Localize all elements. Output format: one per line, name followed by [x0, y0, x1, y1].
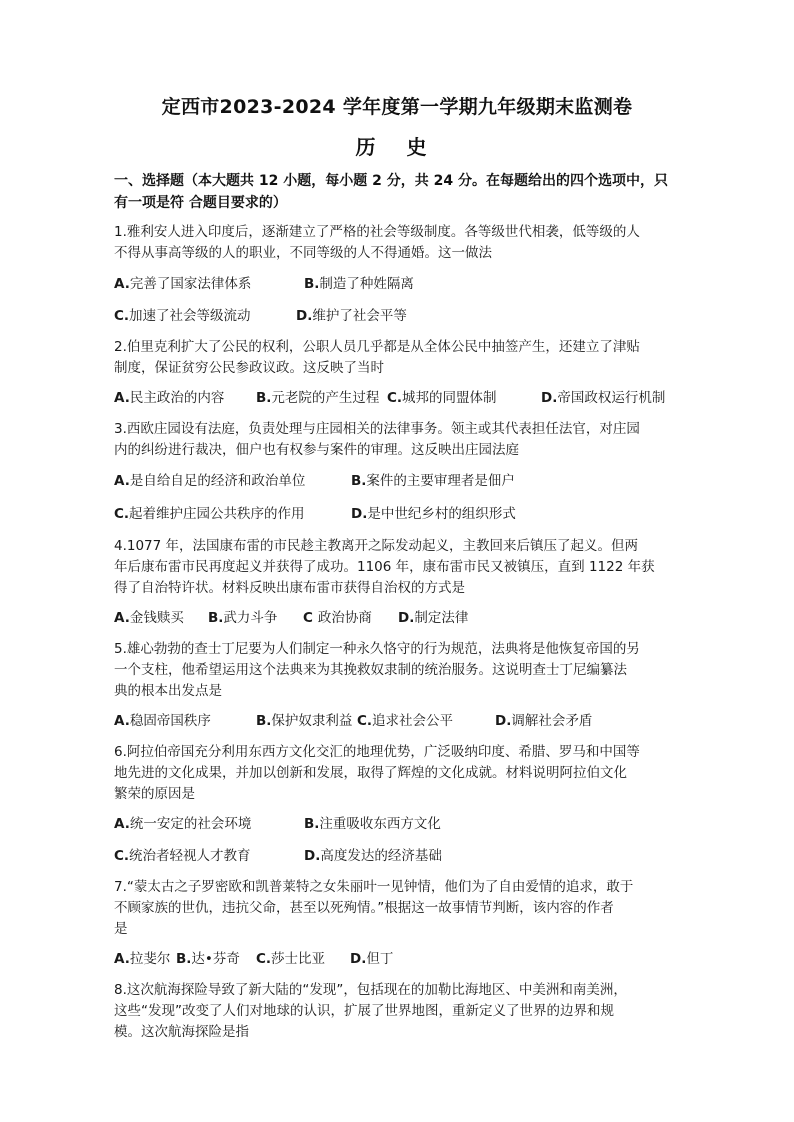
option-label: D.: [541, 390, 558, 406]
option-text: 起着维护庄园公共秩序的作用: [129, 506, 305, 522]
option-text: 民主政治的内容: [129, 390, 225, 406]
q4-option-d: [398, 607, 468, 629]
option-label: B.: [304, 276, 320, 292]
option-label: C.: [114, 308, 130, 324]
option-label: A.: [114, 390, 130, 406]
option-label: A.: [114, 610, 130, 626]
q2-stem-line: 制度，保证贫穷公民参政议政。这反映了当时: [114, 360, 384, 376]
exam-title: 定西市2023-2024 学年度第一学期九年级期末监测卷: [161, 96, 633, 118]
option-label: D.: [495, 713, 512, 729]
option-label: D.: [304, 848, 321, 864]
option-text: 完善了国家法律体系: [129, 276, 252, 292]
option-label: B.: [256, 713, 272, 729]
q8-stem-line: 这些“发现”改变了人们对地球的认识，扩展了世界地图，重新定义了世界的边界和规: [114, 1003, 614, 1019]
q4-stem-line: 年后康布雷市民再度起义并获得了成功。1106 年，康布雷市民又被镇压，直到 1122 年获: [114, 559, 655, 575]
option-label: D.: [398, 610, 415, 626]
option-label: B.: [351, 473, 367, 489]
option-text: 政治协商: [317, 610, 372, 626]
option-text: 稳固帝国秩序: [129, 713, 211, 729]
option-text: 保护奴隶利益: [271, 713, 353, 729]
option-label: C.: [256, 951, 272, 967]
option-label: B.: [256, 390, 272, 406]
option-label: C: [303, 610, 313, 626]
q4-stem-line: 得了自治特许状。材料反映出康布雷市获得自治权的方式是: [114, 580, 465, 596]
q1-stem-line: 不得从事高等级的人的职业，不同等级的人不得通婚。这一做法: [114, 245, 492, 261]
option-text: 拉斐尔: [129, 951, 171, 967]
q4-option-c: [303, 607, 372, 629]
option-label: D.: [350, 951, 367, 967]
option-label: A.: [114, 276, 130, 292]
option-text: 注重吸收东西方文化: [319, 816, 441, 832]
q5-stem-line: 5.雄心勃勃的查士丁尼要为人们制定一种永久恪守的行为规范，法典将是他恢复帝国的另: [114, 641, 640, 657]
q6-stem-line: 繁荣的原因是: [114, 786, 195, 802]
q5-stem-line: 典的根本出发点是: [114, 683, 222, 699]
option-text: 武力斗争: [223, 610, 278, 626]
q2-option-a: [114, 387, 224, 409]
subject-title: 历 史: [355, 135, 439, 159]
option-label: C.: [387, 390, 403, 406]
q7-stem-line: 7.“蒙太古之子罗密欧和凯普莱特之女朱丽叶一见钟情，他们为了自由爱情的追求，敢于: [114, 879, 634, 895]
q5-option-b: [256, 710, 352, 732]
q4-option-a: [114, 607, 184, 629]
section-heading-line-2: 有一项是符 合题目要求的）: [114, 195, 287, 211]
option-label: D.: [351, 506, 368, 522]
option-label: C.: [114, 506, 130, 522]
option-label: A.: [114, 951, 130, 967]
option-label: B.: [176, 951, 192, 967]
option-text: 统治者轻视人才教育: [129, 848, 251, 864]
q8-stem-line: 8.这次航海探险导致了新大陆的“发现”，包括现在的加勒比海地区、中美洲和南美洲，: [114, 982, 627, 998]
q8-stem-line: 模。这次航海探险是指: [114, 1024, 249, 1040]
option-text: 高度发达的经济基础: [320, 848, 442, 864]
q6-option-c: [114, 845, 251, 867]
option-label: B.: [304, 816, 320, 832]
q6-option-b: [304, 813, 441, 835]
q2-option-b: [256, 387, 379, 409]
option-text: 金钱赎买: [129, 610, 184, 626]
option-label: A.: [114, 473, 130, 489]
option-label: A.: [114, 816, 130, 832]
q4-stem-line: 4.1077 年，法国康布雷的市民趁主教离开之际发动起义，主教回来后镇压了起义。但两: [114, 538, 639, 554]
q7-stem-line: 不顾家族的世仇，违抗父命，甚至以死殉情。”根据这一故事情节判断，该内容的作者: [114, 900, 614, 916]
q5-option-c: [357, 710, 453, 732]
q6-stem-line: 地先进的文化成果，并加以创新和发展，取得了辉煌的文化成就。材料说明阿拉伯文化: [114, 765, 627, 781]
option-text: 是中世纪乡村的组织形式: [367, 506, 516, 522]
q1-option-c: [114, 305, 251, 327]
q1-option-b: [304, 273, 414, 295]
option-text: 追求社会公平: [372, 713, 454, 729]
q7-stem-line: 是: [114, 921, 128, 937]
section-heading-line-1: 一、选择题（本大题共 12 小题，每小题 2 分，共 24 分。在每题给出的四个选项中，只: [114, 173, 668, 189]
q6-option-a: [114, 813, 251, 835]
option-text: 统一安定的社会环境: [129, 816, 252, 832]
q7-option-c: [256, 948, 325, 970]
q2-option-d: [541, 387, 665, 409]
q5-option-d: [495, 710, 592, 732]
option-label: A.: [114, 713, 130, 729]
q3-option-a: [114, 470, 305, 492]
q3-stem-line: 内的纠纷进行裁决，佃户也有权参与案件的审理。这反映出庄园法庭: [114, 442, 519, 458]
option-text: 调解社会矛盾: [511, 713, 593, 729]
option-label: C.: [357, 713, 373, 729]
q6-option-d: [304, 845, 442, 867]
q1-stem-line: 1.雅利安人进入印度后，逐渐建立了严格的社会等级制度。各等级世代相袭，低等级的人: [114, 224, 640, 240]
option-text: 维护了社会平等: [312, 308, 407, 324]
q1-option-a: [114, 273, 251, 295]
q7-option-b: [176, 948, 240, 970]
option-text: 帝国政权运行机制: [557, 390, 666, 406]
q5-stem-line: 一个支柱，他希望运用这个法典来为其挽救奴隶制的统治服务。这说明查士丁尼编纂法: [114, 662, 627, 678]
q5-option-a: [114, 710, 211, 732]
q2-option-c: [387, 387, 497, 409]
option-text: 加速了社会等级流动: [129, 308, 251, 324]
q1-option-d: [296, 305, 407, 327]
q3-option-d: [351, 503, 516, 525]
q7-option-a: [114, 948, 170, 970]
option-label: C.: [114, 848, 130, 864]
option-text: 达•芬奇: [191, 951, 240, 967]
option-text: 案件的主要审理者是佃户: [366, 473, 515, 489]
option-text: 城邦的同盟体制: [402, 390, 497, 406]
option-label: B.: [208, 610, 224, 626]
option-text: 元老院的产生过程: [271, 390, 380, 406]
option-text: 莎士比亚: [271, 951, 326, 967]
option-text: 是自给自足的经济和政治单位: [129, 473, 306, 489]
option-text: 制造了种姓隔离: [319, 276, 414, 292]
option-label: D.: [296, 308, 313, 324]
q6-stem-line: 6.阿拉伯帝国充分利用东西方文化交汇的地理优势，广泛吸纳印度、希腊、罗马和中国等: [114, 744, 640, 760]
q7-option-d: [350, 948, 393, 970]
q4-option-b: [208, 607, 277, 629]
q3-option-b: [351, 470, 515, 492]
q3-option-c: [114, 503, 305, 525]
option-text: 但丁: [366, 951, 394, 967]
option-text: 制定法律: [414, 610, 469, 626]
q3-stem-line: 3.西欧庄园设有法庭，负责处理与庄园相关的法律事务。领主或其代表担任法官，对庄园: [114, 421, 640, 437]
q2-stem-line: 2.伯里克利扩大了公民的权利，公职人员几乎都是从全体公民中抽签产生，还建立了津贴: [114, 339, 640, 355]
